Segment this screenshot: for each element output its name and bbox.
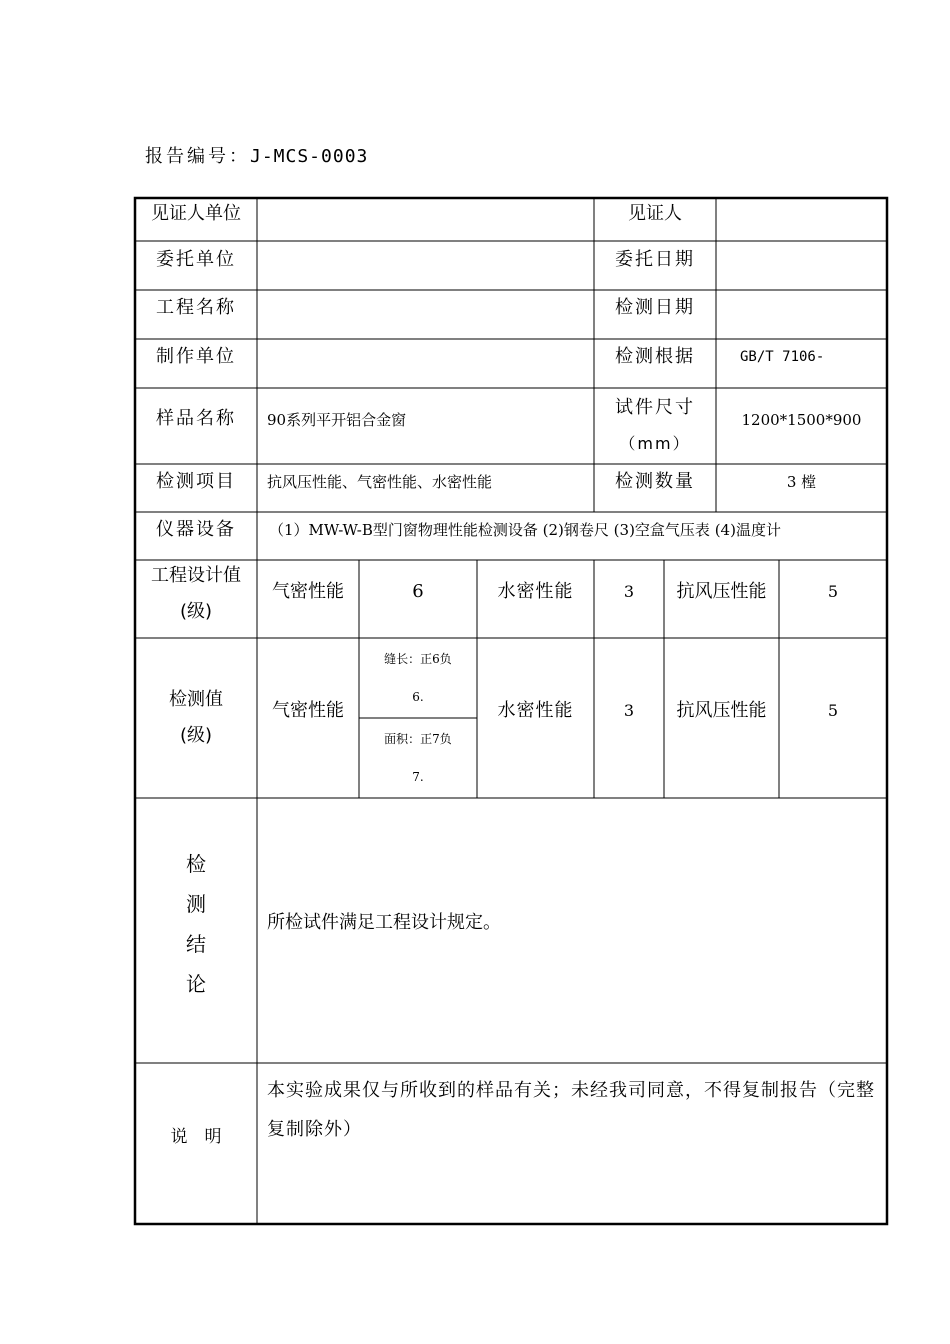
equip-label: 仪器设备 [156, 518, 236, 540]
basis-label: 检测根据 [615, 345, 695, 367]
client-value [257, 241, 594, 290]
report-number-line [145, 142, 368, 168]
design-air-label: 气密性能 [272, 580, 344, 602]
size-label-line-1: 试件尺寸 [615, 397, 695, 418]
items-value: 抗风压性能、气密性能、水密性能 [267, 473, 493, 491]
design-water-label: 水密性能 [497, 580, 574, 602]
design-label-line-2: (级) [179, 601, 213, 622]
size-label [594, 388, 716, 464]
conclusion-label [135, 840, 257, 1008]
design-water-value: 3 [623, 582, 635, 602]
witness-unit-label: 见证人单位 [151, 202, 241, 224]
measured-air-seam-line-2: 6. [412, 690, 424, 704]
size-label-line-2: （mm） [619, 434, 691, 453]
measured-air-label: 气密性能 [272, 699, 344, 721]
measured-wind-label: 抗风压性能 [676, 699, 767, 721]
measured-label-line-1: 检测值 [169, 689, 223, 710]
conclusion-char-1: 检 [186, 852, 206, 876]
design-label [135, 560, 257, 628]
entrust-date-label: 委托日期 [615, 248, 695, 270]
test-date-value [716, 290, 887, 339]
measured-air-area [359, 718, 477, 798]
notes-text: 本实验成果仅与所收到的样品有关；未经我司同意，不得复制报告（完整复制除外） [267, 1080, 875, 1140]
design-wind-value: 5 [827, 582, 839, 602]
measured-air-area-line-2: 7. [412, 770, 424, 784]
qty-value: 3 樘 [786, 473, 817, 491]
equip-value: （1）MW-W-B型门窗物理性能检测设备 (2)钢卷尺 (3)空盒气压表 (4)温度计 [269, 521, 781, 539]
witness-label: 见证人 [628, 202, 682, 224]
sample-value: 90系列平开铝合金窗 [267, 411, 407, 429]
notes-label: 说 明 [170, 1127, 222, 1148]
basis-value: GB/T 7106- [740, 348, 825, 365]
project-label: 工程名称 [156, 296, 236, 318]
witness-unit-value [257, 198, 594, 241]
project-value [257, 290, 594, 339]
size-value: 1200*1500*900 [741, 411, 862, 429]
maker-label: 制作单位 [156, 345, 236, 367]
witness-value [716, 198, 887, 241]
entrust-date-value [716, 241, 887, 290]
conclusion-text: 所检试件满足工程设计规定。 [267, 911, 501, 933]
measured-air-seam-line-1: 缝长：正6负 [384, 652, 452, 666]
measured-wind-value: 5 [827, 701, 839, 721]
measured-water-value: 3 [623, 701, 635, 721]
conclusion-char-3: 结 [186, 932, 206, 956]
design-label-line-1: 工程设计值 [151, 565, 241, 586]
measured-air-seam [359, 638, 477, 718]
qty-label: 检测数量 [615, 470, 695, 492]
measured-label-line-2: (级) [179, 725, 213, 746]
client-label: 委托单位 [156, 248, 236, 270]
conclusion-char-4: 论 [186, 972, 206, 996]
design-wind-label: 抗风压性能 [676, 580, 767, 602]
items-label: 检测项目 [156, 470, 236, 492]
test-date-label: 检测日期 [615, 296, 695, 318]
maker-value [257, 339, 594, 388]
design-air-value: 6 [412, 580, 424, 602]
sample-label: 样品名称 [156, 407, 236, 429]
report-number-label: 报告编号： [145, 146, 250, 167]
measured-water-label: 水密性能 [497, 699, 574, 721]
measured-air-area-line-1: 面积：正7负 [384, 732, 452, 746]
measured-label [135, 638, 257, 798]
report-number-value: J-MCS-0003 [250, 146, 369, 167]
conclusion-char-2: 测 [186, 892, 206, 916]
